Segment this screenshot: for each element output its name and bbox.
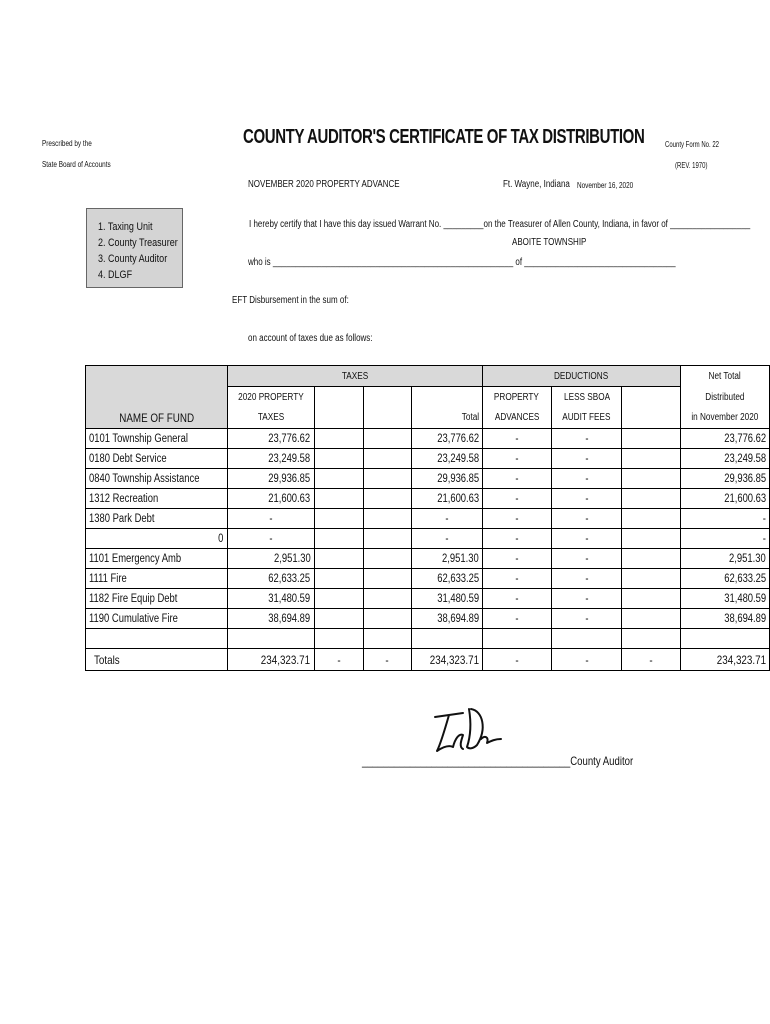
property-advances: - [482,469,551,489]
net-total: - [681,509,770,529]
totals-audit-fees: - [551,649,622,671]
blank-cell [363,509,411,529]
table-row [86,569,770,589]
county-auditor-label: County Auditor [570,754,634,768]
blank-cell [622,569,681,589]
blank-cell [314,429,363,449]
township-name: ABOITE TOWNSHIP [512,237,587,248]
blank-cell [622,489,681,509]
table-row [86,449,770,469]
audit-fees: - [551,569,622,589]
property-tax: 21,600.63 [227,489,314,509]
net-total: 38,694.89 [681,609,770,629]
net-total: 29,936.85 [681,469,770,489]
blank-cell [622,509,681,529]
property-advances: - [482,449,551,469]
certify-statement: I hereby certify that I have this day issued Warrant No. _________on the Treasurer of Allen County, Indiana, in favor of __________________ [249,219,751,230]
table-row [86,589,770,609]
audit-fees: - [551,449,622,469]
property-tax: 29,936.85 [227,469,314,489]
table-row [86,429,770,449]
header-cell [622,408,681,429]
totals-tax-total: 234,323.71 [411,649,482,671]
totals-label: Totals [86,649,228,671]
blank-cell [551,629,622,649]
blank-cell [622,429,681,449]
blank-cell [314,629,363,649]
fund-name: 1190 Cumulative Fire [86,609,228,629]
tax-total: 38,694.89 [411,609,482,629]
fund-name: 0101 Township General [86,429,228,449]
table-row [86,549,770,569]
property-tax: 23,776.62 [227,429,314,449]
blank-cell [314,609,363,629]
audit-fees: - [551,549,622,569]
property-tax: - [227,509,314,529]
blank-cell [363,609,411,629]
tax-total: 21,600.63 [411,489,482,509]
header-cell [86,387,228,408]
blank-cell [622,589,681,609]
blank-cell [314,489,363,509]
prescribed-by-line1: Prescribed by the [42,139,92,148]
net-total: 21,600.63 [681,489,770,509]
blank-cell [363,529,411,549]
audit-fees: - [551,429,622,449]
blank-cell [314,569,363,589]
blank-cell [227,629,314,649]
col-property-header: PROPERTY [482,387,551,408]
net-total: 31,480.59 [681,589,770,609]
in-november-header: in November 2020 [681,408,770,429]
fund-name: 0 [86,529,228,549]
distributed-header: Distributed [681,387,770,408]
legend-item: 2. County Treasurer [98,237,178,249]
net-total: - [681,529,770,549]
property-tax: 31,480.59 [227,589,314,609]
fund-name: 1101 Emergency Amb [86,549,228,569]
property-advances: - [482,609,551,629]
tax-total: 23,249.58 [411,449,482,469]
header-cell [363,387,411,408]
legend-item: 4. DLGF [98,269,133,281]
property-advances: - [482,549,551,569]
blank-cell [363,469,411,489]
blank-cell [622,629,681,649]
net-total: 62,633.25 [681,569,770,589]
property-advances: - [482,589,551,609]
blank-cell [314,509,363,529]
property-advances: - [482,509,551,529]
header-row-groups [86,366,770,387]
taxes-group-header: TAXES [227,366,482,387]
blank-cell [363,629,411,649]
document-title: COUNTY AUDITOR'S CERTIFICATE OF TAX DISTRIBUTION [243,126,645,148]
net-total: 2,951.30 [681,549,770,569]
net-total-header: Net Total [681,366,770,387]
col-audit-fees-header: AUDIT FEES [551,408,622,429]
blank-cell [314,589,363,609]
col-2020-property-header: 2020 PROPERTY [227,387,314,408]
advance-title: NOVEMBER 2020 PROPERTY ADVANCE [248,179,400,190]
blank-cell [622,529,681,549]
form-number: County Form No. 22 [665,140,720,149]
totals-property-tax: 234,323.71 [227,649,314,671]
blank-cell [482,629,551,649]
header-cell [622,387,681,408]
col-taxes-header: TAXES [227,408,314,429]
certificate-date: November 16, 2020 [577,181,634,190]
totals-blank: - [314,649,363,671]
header-cell [314,387,363,408]
table-row [86,529,770,549]
tax-total: 29,936.85 [411,469,482,489]
audit-fees: - [551,609,622,629]
audit-fees: - [551,589,622,609]
col-total-header: Total [411,408,482,429]
property-advances: - [482,569,551,589]
property-tax: 23,249.58 [227,449,314,469]
header-row-sub1 [86,387,770,408]
blank-cell [363,589,411,609]
who-is-line: who is ______________________________________________________ of __________________________________ [248,257,676,268]
tax-total: 62,633.25 [411,569,482,589]
blank-cell [363,569,411,589]
header-cell [363,408,411,429]
tax-total: 31,480.59 [411,589,482,609]
blank-cell [363,549,411,569]
blank-cell [363,489,411,509]
property-tax: 62,633.25 [227,569,314,589]
property-tax: 38,694.89 [227,609,314,629]
col-advances-header: ADVANCES [482,408,551,429]
tax-total: - [411,509,482,529]
blank-cell [622,449,681,469]
blank-cell [314,529,363,549]
name-of-fund-header: NAME OF FUND [86,408,228,429]
blank-cell [622,469,681,489]
fund-distribution-table [85,365,770,671]
blank-cell [622,609,681,629]
blank-cell [363,449,411,469]
blank-cell [363,429,411,449]
table-row [86,489,770,509]
table-row [86,469,770,489]
header-cell [411,387,482,408]
fund-name: 0840 Township Assistance [86,469,228,489]
tax-total: 23,776.62 [411,429,482,449]
fund-name: 1380 Park Debt [86,509,228,529]
tax-total: 2,951.30 [411,549,482,569]
property-advances: - [482,529,551,549]
blank-cell [86,629,228,649]
legend-item: 1. Taxing Unit [98,221,153,233]
eft-disbursement: EFT Disbursement in the sum of: [232,295,349,306]
audit-fees: - [551,489,622,509]
property-advances: - [482,429,551,449]
table-row [86,509,770,529]
audit-fees: - [551,509,622,529]
blank-cell [314,549,363,569]
legend-item: 3. County Auditor [98,253,168,265]
col-less-sboa-header: LESS SBOA [551,387,622,408]
signature-line: _______________________________________County Auditor [362,754,634,768]
distribution-legend [86,208,183,288]
tax-total: - [411,529,482,549]
header-cell [86,366,228,387]
header-row-sub2 [86,408,770,429]
fund-name: 1312 Recreation [86,489,228,509]
fund-name: 1182 Fire Equip Debt [86,589,228,609]
property-tax: 2,951.30 [227,549,314,569]
prescribed-by-line2: State Board of Accounts [42,160,111,169]
totals-row [86,649,770,671]
blank-cell [314,469,363,489]
blank-cell [411,629,482,649]
deductions-group-header: DEDUCTIONS [482,366,680,387]
audit-fees: - [551,469,622,489]
totals-advances: - [482,649,551,671]
net-total: 23,249.58 [681,449,770,469]
totals-blank: - [622,649,681,671]
property-advances: - [482,489,551,509]
header-cell [314,408,363,429]
fund-name: 1111 Fire [86,569,228,589]
audit-fees: - [551,529,622,549]
empty-row [86,629,770,649]
totals-net: 234,323.71 [681,649,770,671]
fund-name: 0180 Debt Service [86,449,228,469]
net-total: 23,776.62 [681,429,770,449]
table-row [86,609,770,629]
revision: (REV. 1970) [675,161,708,170]
on-account-text: on account of taxes due as follows: [248,333,373,344]
blank-cell [622,549,681,569]
location: Ft. Wayne, Indiana [503,179,570,190]
blank-cell [314,449,363,469]
property-tax: - [227,529,314,549]
blank-cell [681,629,770,649]
totals-blank: - [363,649,411,671]
